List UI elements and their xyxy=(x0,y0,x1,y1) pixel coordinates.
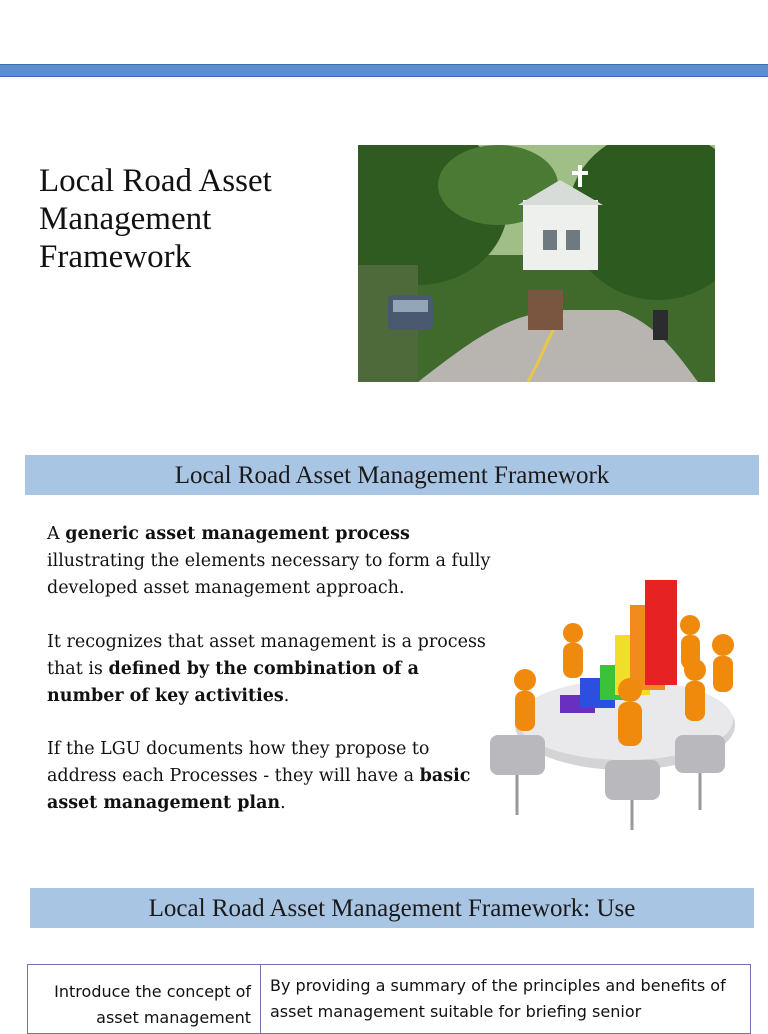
bold-run: generic asset management process xyxy=(65,524,410,544)
table-cell-purpose: Introduce the concept of asset management xyxy=(28,965,261,1033)
text-run: . xyxy=(280,793,286,813)
bold-run: defined by the combination of a number of key activities xyxy=(47,659,419,706)
text-run: A xyxy=(47,524,66,544)
section-heading-framework: Local Road Asset Management Framework xyxy=(25,455,759,495)
text-run: illustrating the elements necessary to form a fully developed asset management approach. xyxy=(47,551,491,598)
text-run: . xyxy=(283,686,290,706)
meeting-bar-chart-clipart xyxy=(485,575,755,835)
text-run: It recognizes that asset management is a process that is xyxy=(47,632,486,679)
slide-title: Local Road Asset Management Framework xyxy=(39,163,272,275)
top-accent-bar xyxy=(0,64,768,77)
table-cell-description: By providing a summary of the principles and benefits of asset management suitable for briefing senior xyxy=(270,976,726,1021)
section-heading-framework-use: Local Road Asset Management Framework: Use xyxy=(30,888,754,928)
text-run: If the LGU documents how they propose to address each Processes - they will have a xyxy=(47,739,430,786)
paragraph-generic-process xyxy=(47,521,492,602)
paragraph-recognizes xyxy=(47,629,492,710)
paragraph-lgu-documents xyxy=(47,736,492,817)
road-church-photo xyxy=(358,145,715,382)
bold-run: basic asset management plan xyxy=(47,766,471,813)
